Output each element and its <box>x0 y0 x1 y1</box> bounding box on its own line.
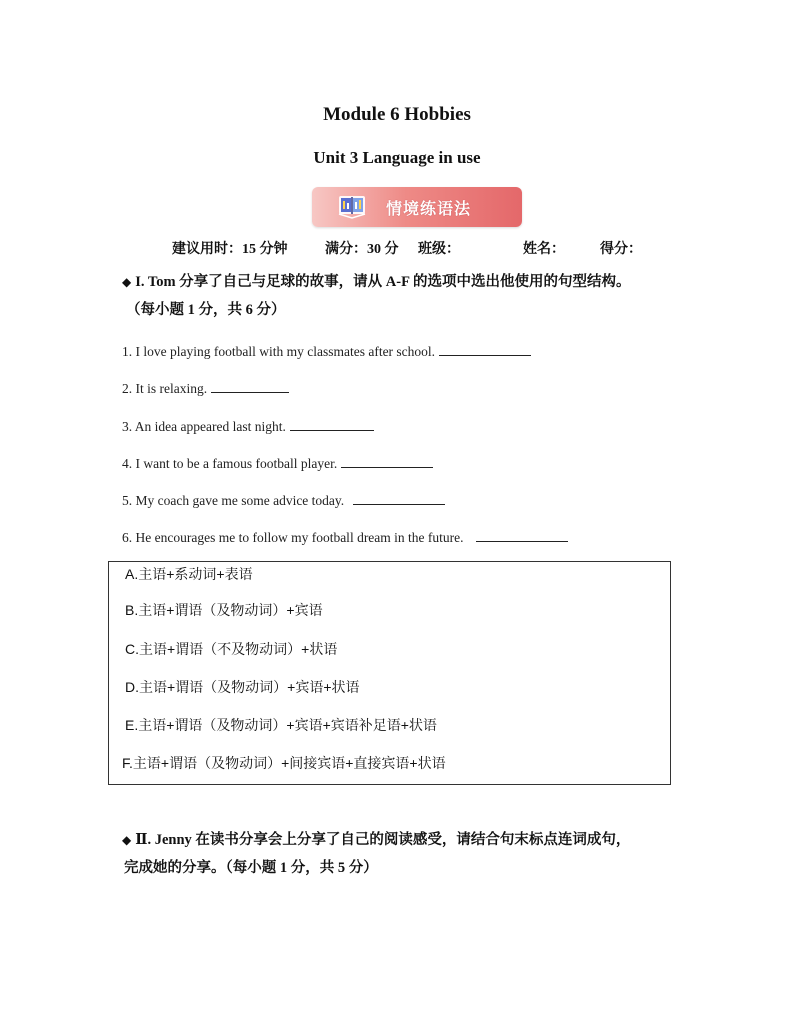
answer-blank-2[interactable] <box>211 378 289 393</box>
question-4: 4. I want to be a famous football player. <box>122 453 433 472</box>
question-5: 5. My coach gave me some advice today. <box>122 490 445 509</box>
answer-blank-4[interactable] <box>341 453 433 468</box>
option-f: F.主语+谓语（及物动词）+间接宾语+直接宾语+状语 <box>122 755 446 771</box>
section1-line1: I. Tom 分享了自己与足球的故事，请从 A-F 的选项中选出他使用的句型结构。 <box>135 274 631 290</box>
banner-label: 情境练语法 <box>386 199 472 218</box>
section1-instructions <box>122 268 682 324</box>
option-b: B.主语+谓语（及物动词）+宾语 <box>125 602 323 618</box>
full-score: 满分：30 分 <box>325 242 399 257</box>
section-banner <box>312 187 522 227</box>
section2-line1: Ⅱ. Jenny 在读书分享会上分享了自己的阅读感受，请结合句末标点连词成句， <box>135 832 631 848</box>
answer-blank-6[interactable] <box>476 527 568 542</box>
class-field: 班级： <box>418 242 460 257</box>
section1-line2: （每小题 1 分，共 6 分） <box>126 302 286 318</box>
option-e: E.主语+谓语（及物动词）+宾语+宾语补足语+状语 <box>125 717 437 733</box>
page-title: Module 6 Hobbies <box>323 104 471 125</box>
answer-blank-3[interactable] <box>290 416 374 431</box>
score-field: 得分： <box>600 242 642 257</box>
question-2: 2. It is relaxing. <box>122 378 289 397</box>
answer-blank-5[interactable] <box>353 490 445 505</box>
diamond-icon: ◆ <box>122 833 132 847</box>
diamond-icon: ◆ <box>122 275 132 289</box>
book-icon <box>337 194 367 220</box>
question-1: 1. I love playing football with my classmates after school. <box>122 341 531 360</box>
page-subtitle: Unit 3 Language in use <box>313 148 481 167</box>
options-box <box>108 561 671 785</box>
answer-blank-1[interactable] <box>439 341 531 356</box>
option-a: A.主语+系动词+表语 <box>125 566 253 582</box>
suggested-time: 建议用时：15 分钟 <box>172 242 288 257</box>
option-c: C.主语+谓语（不及物动词）+状语 <box>125 641 338 657</box>
section2-line2: 完成她的分享。（每小题 1 分，共 5 分） <box>124 860 378 876</box>
question-3: 3. An idea appeared last night. <box>122 416 374 435</box>
section2-instructions <box>122 826 682 882</box>
option-d: D.主语+谓语（及物动词）+宾语+状语 <box>125 679 360 695</box>
name-field: 姓名： <box>523 242 565 257</box>
question-6: 6. He encourages me to follow my football dream in the future. <box>122 527 568 546</box>
